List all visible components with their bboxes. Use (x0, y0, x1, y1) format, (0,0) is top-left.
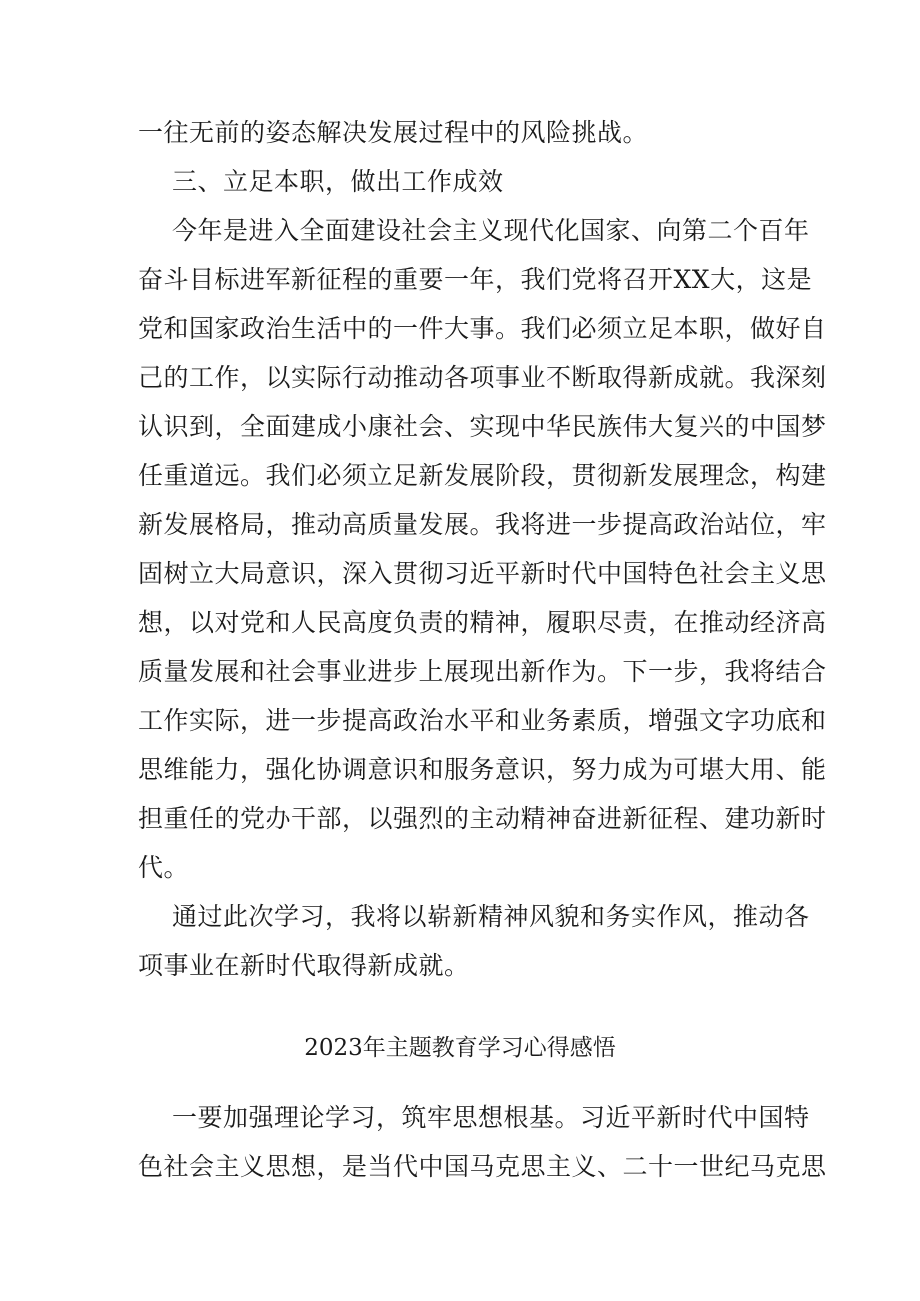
text-line: 质量发展和社会事业进步上展现出新作为。下一步，我将结合 (138, 657, 827, 686)
text-line: 奋斗目标进军新征程的重要一年，我们党将召开XX大，这是 (138, 265, 813, 294)
text-line: 代。 (138, 853, 190, 882)
text-line: 担重任的党办干部，以强烈的主动精神奋进新征程、建功新时 (138, 804, 827, 833)
text-line: 党和国家政治生活中的一件大事。我们必须立足本职，做好自 (138, 314, 827, 343)
text-line: 认识到，全面建成小康社会、实现中华民族伟大复兴的中国梦 (138, 412, 827, 441)
text-line: 任重道远。我们必须立足新发展阶段，贯彻新发展理念，构建 (138, 461, 827, 490)
text-line: 通过此次学习，我将以崭新精神风貌和务实作风，推动各 (172, 902, 810, 931)
text-line: 新发展格局，推动高质量发展。我将进一步提高政治站位，牢 (138, 510, 827, 539)
text-line: 一要加强理论学习，筑牢思想根基。习近平新时代中国特 (172, 1103, 810, 1132)
text-line: 己的工作，以实际行动推动各项事业不断取得新成就。我深刻 (138, 363, 827, 392)
text-line: 色社会主义思想，是当代中国马克思主义、二十一世纪马克思 (138, 1152, 827, 1181)
section-heading: 三、立足本职，做出工作成效 (172, 167, 504, 196)
text-line: 项事业在新时代取得新成就。 (138, 951, 470, 980)
text-line: 固树立大局意识，深入贯彻习近平新时代中国特色社会主义思 (138, 559, 827, 588)
text-line: 一往无前的姿态解决发展过程中的风险挑战。 (138, 118, 649, 147)
document-title: 2023年主题教育学习心得感悟 (304, 1035, 616, 1061)
text-line: 想，以对党和人民高度负责的精神，履职尽责，在推动经济高 (138, 608, 827, 637)
text-line: 思维能力，强化协调意识和服务意识，努力成为可堪大用、能 (138, 755, 827, 784)
text-line: 工作实际，进一步提高政治水平和业务素质，增强文字功底和 (138, 706, 827, 735)
text-line: 今年是进入全面建设社会主义现代化国家、向第二个百年 (172, 216, 810, 245)
